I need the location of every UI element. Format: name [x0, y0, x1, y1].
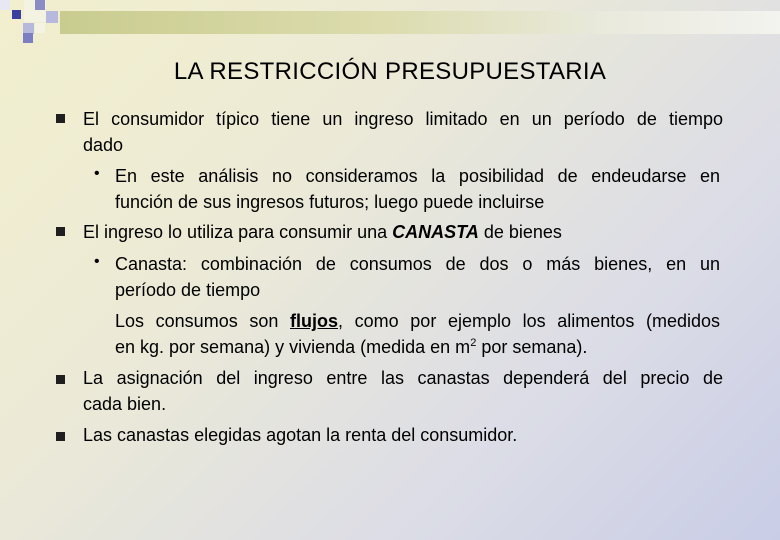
- square-bullet-icon: [56, 432, 65, 441]
- decor-square: [12, 10, 21, 19]
- decor-square: [0, 0, 10, 10]
- emphasis-text: flujos: [290, 311, 338, 331]
- text-span: de bienes: [478, 222, 562, 242]
- emphasis-text: CANASTA: [392, 222, 479, 242]
- dot-bullet-icon: •: [94, 253, 100, 270]
- bullet-text: dado: [83, 135, 124, 155]
- square-bullet-icon: [56, 375, 65, 384]
- decor-square: [46, 11, 58, 23]
- text-span: por semana).: [476, 337, 588, 357]
- bullet-text: [83, 220, 723, 244]
- superscript: 2: [470, 337, 477, 349]
- square-bullet-icon: [56, 227, 65, 236]
- sub-bullet-text: [115, 309, 720, 333]
- text-span: Los consumos son: [115, 311, 290, 331]
- square-bullet-icon: [56, 114, 65, 123]
- decor-square: [23, 33, 33, 43]
- text-span: El ingreso lo utiliza para consumir una: [83, 222, 393, 242]
- header-bar: [60, 11, 780, 34]
- bullet-text: Las canastas elegidas agotan la renta del consumidor.: [83, 425, 518, 445]
- bullet-text: cada bien.: [83, 394, 167, 414]
- bullet-text: La asignación del ingreso entre las canastas dependerá del precio de: [83, 368, 723, 388]
- text-span: en kg. por semana) y vivienda (medida en m: [115, 337, 471, 357]
- sub-bullet-text: Canasta: combinación de consumos de dos o más bienes, en un: [115, 254, 720, 274]
- sub-bullet-text: período de tiempo: [115, 280, 261, 300]
- decor-square: [35, 0, 45, 10]
- sub-bullet-text: función de sus ingresos futuros; luego puede incluirse: [115, 192, 545, 212]
- sub-bullet-text: [115, 335, 720, 359]
- decor-square: [35, 23, 45, 33]
- dot-bullet-icon: •: [94, 165, 100, 182]
- sub-bullet-text: En este análisis no consideramos la posibilidad de endeudarse en: [115, 166, 720, 186]
- bullet-text: El consumidor típico tiene un ingreso limitado en un período de tiempo: [83, 109, 723, 129]
- slide-title: LA RESTRICCIÓN PRESUPUESTARIA: [173, 58, 607, 85]
- text-span: , como por ejemplo los alimentos (medidos: [338, 311, 720, 331]
